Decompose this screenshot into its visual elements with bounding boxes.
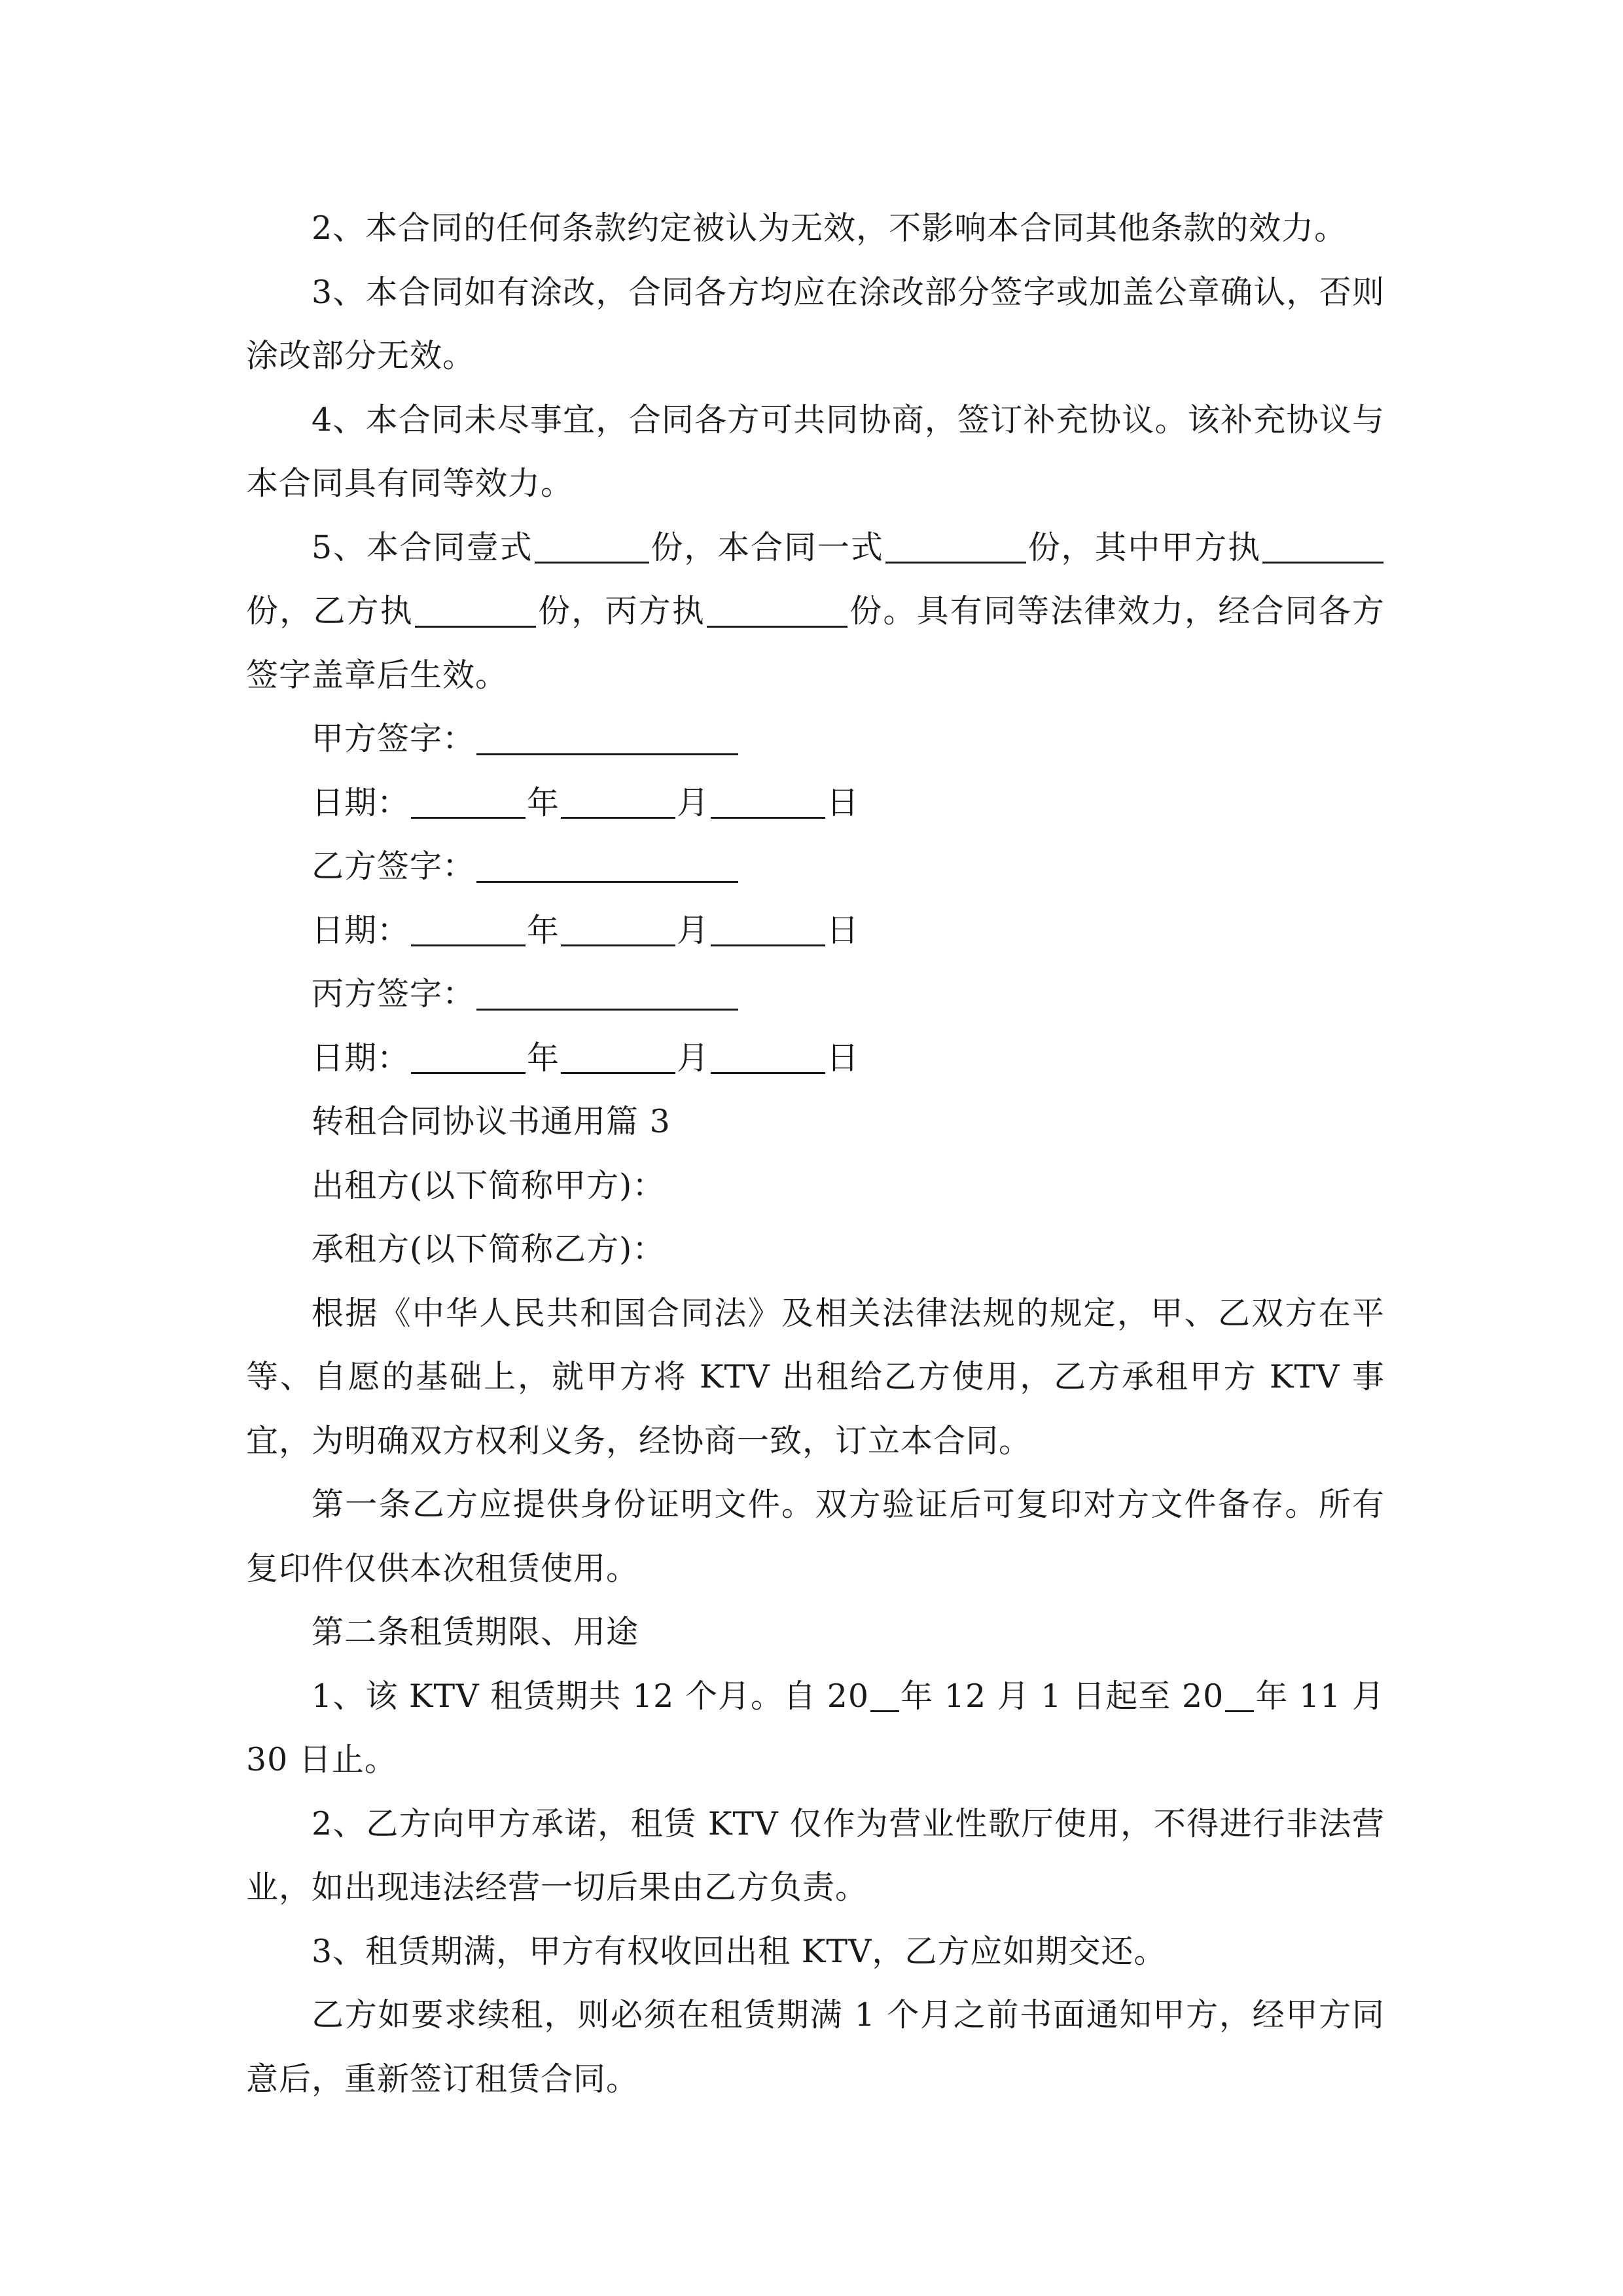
- section-heading: 转租合同协议书通用篇 3: [312, 1103, 671, 1140]
- month-blank[interactable]: [561, 785, 675, 819]
- article-2-item-3: 3、租赁期满，甲方有权收回出租 KTV，乙方应如期交还。: [312, 1932, 1167, 1970]
- renewal-clause: 乙方如要求续租，则必须在租赁期满 1 个月之前书面通知甲方，经甲方同意后，重新签订租赁合同。: [246, 1996, 1385, 2098]
- clause-5-text-2: 份，本合同一式: [650, 528, 884, 566]
- party-b-signature-line: [246, 834, 1385, 899]
- date-label: 日期：: [312, 1039, 410, 1077]
- year-blank[interactable]: [411, 1040, 526, 1074]
- article-1: 第一条乙方应提供身份证明文件。双方验证后可复印对方文件备存。所有复印件仅供本次租赁使用。: [246, 1486, 1385, 1587]
- article-2-item-2: 2、乙方向甲方承诺，租赁 KTV 仅作为营业性歌厅使用，不得进行非法营业，如出现违法经营一切后果由乙方负责。: [246, 1804, 1385, 1906]
- month-label: 月: [677, 911, 710, 949]
- party-b-signature-label: 乙方签字：: [312, 848, 476, 885]
- party-a-signature-blank[interactable]: [476, 721, 738, 755]
- party-a-signature-line: [246, 707, 1385, 771]
- copies-party-b-blank[interactable]: [415, 594, 536, 628]
- start-year-blank[interactable]: [870, 1678, 899, 1712]
- year-label: 年: [527, 911, 560, 949]
- month-label: 月: [677, 1039, 710, 1077]
- clause-4: 4、本合同未尽事宜，合同各方可共同协商，签订补充协议。该补充协议与本合同具有同等效力。: [246, 401, 1385, 502]
- year-label: 年: [527, 783, 560, 821]
- item-1-text-1: 1、该 KTV 租赁期共 12 个月。自 20: [312, 1677, 870, 1715]
- party-a-signature-label: 甲方签字：: [312, 720, 476, 757]
- lessor-line: 出租方(以下简称甲方)：: [312, 1166, 666, 1204]
- clause-5-text-1: 5、本合同壹式: [312, 528, 533, 566]
- day-blank[interactable]: [711, 912, 825, 946]
- item-1-text-2: 年 12 月 1 日起至 20: [901, 1677, 1224, 1715]
- preamble: 根据《中华人民共和国合同法》及相关法律法规的规定，甲、乙双方在平等、自愿的基础上，就甲方将 KTV 出租给乙方使用，乙方承租甲方 KTV 事宜，为明确双方权利义务，经协商一致，订立本合同。: [246, 1294, 1385, 1460]
- clause-5-text-3: 份，其中甲方执: [1027, 528, 1261, 566]
- party-c-date-line: [246, 1026, 1385, 1090]
- lessee-line: 承租方(以下简称乙方)：: [312, 1230, 666, 1268]
- article-2-heading: 第二条租赁期限、用途: [312, 1613, 639, 1651]
- copies-party-a-blank[interactable]: [1262, 529, 1383, 564]
- party-c-signature-blank[interactable]: [476, 977, 738, 1011]
- month-blank[interactable]: [561, 1040, 675, 1074]
- document-body: [246, 196, 1385, 2111]
- article-2-item-1: [246, 1664, 1385, 1792]
- clause-5: [246, 516, 1385, 708]
- copies-set-blank[interactable]: [885, 529, 1026, 564]
- party-c-signature-label: 丙方签字：: [312, 975, 476, 1013]
- date-label: 日期：: [312, 783, 410, 821]
- day-blank[interactable]: [711, 1040, 825, 1074]
- clause-5-text-5: 份，丙方执: [537, 592, 706, 630]
- day-label: 日: [827, 783, 860, 821]
- day-label: 日: [827, 911, 860, 949]
- copies-party-c-blank[interactable]: [707, 594, 847, 628]
- clause-5-text-6: 份。具有同等法律效力，经合同各方签字盖章后生效。: [246, 592, 1385, 694]
- copies-total-blank[interactable]: [535, 529, 649, 564]
- party-c-signature-line: [246, 962, 1385, 1026]
- party-b-signature-blank[interactable]: [476, 849, 738, 883]
- date-label: 日期：: [312, 911, 410, 949]
- party-a-date-line: [246, 771, 1385, 835]
- month-blank[interactable]: [561, 912, 675, 946]
- end-year-blank[interactable]: [1225, 1678, 1254, 1712]
- clause-2: 2、本合同的任何条款约定被认为无效，不影响本合同其他条款的效力。: [312, 209, 1347, 247]
- year-label: 年: [527, 1039, 560, 1077]
- year-blank[interactable]: [411, 785, 526, 819]
- clause-3: 3、本合同如有涂改，合同各方均应在涂改部分签字或加盖公章确认，否则涂改部分无效。: [246, 273, 1385, 374]
- item-1-text-3: 年 11 月 30 日止。: [246, 1677, 1385, 1778]
- clause-5-text-4: 份，乙方执: [246, 592, 414, 630]
- month-label: 月: [677, 783, 710, 821]
- party-b-date-line: [246, 899, 1385, 963]
- day-label: 日: [827, 1039, 860, 1077]
- year-blank[interactable]: [411, 912, 526, 946]
- day-blank[interactable]: [711, 785, 825, 819]
